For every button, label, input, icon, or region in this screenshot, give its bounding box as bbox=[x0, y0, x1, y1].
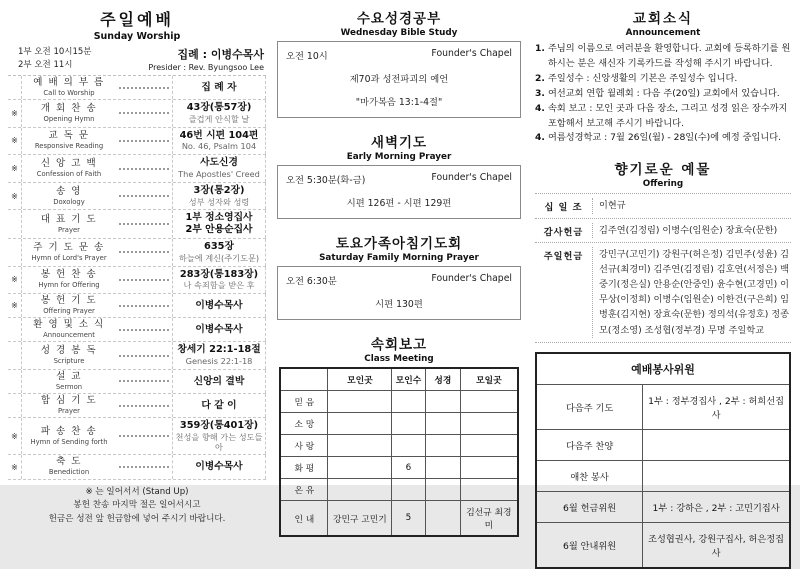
class-meeting-cell: 6 bbox=[392, 457, 425, 479]
announcement-number: 1. bbox=[535, 43, 545, 54]
worship-item-label bbox=[21, 239, 116, 266]
class-meeting-header: 모일곳 bbox=[461, 368, 518, 391]
worship-value-main: 사도신경 bbox=[200, 157, 238, 169]
worship-value-main: 다 같 이 bbox=[201, 399, 237, 411]
worship-item-value bbox=[172, 183, 266, 210]
worship-row bbox=[8, 100, 266, 128]
class-meeting-cell bbox=[425, 435, 461, 457]
announcement-item bbox=[535, 131, 791, 146]
box-content-line: 시편 130편 bbox=[375, 299, 423, 310]
dotted-leader bbox=[116, 155, 172, 182]
worship-notes bbox=[8, 486, 266, 527]
service-time-1: 1부 오전 10시15분 bbox=[18, 47, 92, 57]
class-meeting-cell bbox=[461, 391, 518, 413]
dotted-leader bbox=[116, 294, 172, 317]
meeting-time: 오전 10시 bbox=[286, 51, 328, 62]
worship-value-main: 1부 정소영집사 bbox=[185, 212, 253, 224]
worship-item-value bbox=[172, 455, 266, 478]
class-meeting-cell bbox=[392, 435, 425, 457]
volunteer-person: 1부 : 강하은 , 2부 : 고민기집사 bbox=[643, 491, 790, 522]
announcement-title-ko: 교회소식 bbox=[632, 11, 694, 27]
section-title-en: Early Morning Prayer bbox=[346, 152, 452, 162]
worship-item-label bbox=[21, 210, 116, 238]
volunteer-person: 1부 : 정부경집사 , 2부 : 허희선집사 bbox=[643, 384, 790, 429]
class-meeting-cell bbox=[461, 413, 518, 435]
stand-mark: ※ bbox=[11, 191, 18, 201]
dotted-leader bbox=[116, 418, 172, 454]
class-meeting-cell bbox=[425, 457, 461, 479]
class-name-cell: 화 평 bbox=[280, 457, 327, 479]
meeting-box-header bbox=[286, 172, 512, 186]
volunteer-duty: 애찬 봉사 bbox=[536, 460, 643, 491]
class-name-cell: 온 유 bbox=[280, 479, 327, 501]
leader-line bbox=[119, 329, 169, 331]
class-meeting-cell: 강민구 고민기 bbox=[328, 501, 392, 537]
box-content-line: 시편 126편 - 시편 129편 bbox=[346, 198, 452, 209]
weekly-meetings-column bbox=[270, 0, 528, 531]
offering-row bbox=[535, 194, 791, 218]
service-times bbox=[18, 46, 92, 72]
worship-item-value bbox=[172, 128, 266, 155]
stand-mark: ※ bbox=[11, 431, 18, 441]
worship-note-line: ※ 는 일어서서 (Stand Up) bbox=[85, 486, 189, 497]
section-title-en: Wednesday Bible Study bbox=[340, 28, 458, 38]
volunteer-body bbox=[536, 384, 790, 568]
worship-value-main: 359장(통401장) bbox=[179, 420, 259, 432]
stand-mark: ※ bbox=[11, 462, 18, 472]
order-of-worship-table bbox=[8, 75, 266, 480]
offering-row bbox=[535, 219, 791, 243]
leader-line bbox=[119, 223, 169, 225]
meeting-place: Founder's Chapel bbox=[431, 48, 512, 59]
meeting-box bbox=[277, 41, 521, 118]
class-meeting-row bbox=[280, 479, 517, 501]
class-meeting-cell bbox=[425, 413, 461, 435]
worship-value-sub: 나 속죄함을 받은 후 bbox=[183, 280, 255, 291]
meeting-content bbox=[286, 71, 512, 108]
worship-value-main: 이병수목사 bbox=[195, 323, 243, 335]
leader-line bbox=[119, 112, 169, 114]
worship-row bbox=[8, 342, 266, 370]
service-time-2: 2부 오전 11시 bbox=[18, 59, 73, 70]
worship-item-name-ko: 축 도 bbox=[56, 456, 82, 468]
worship-row bbox=[8, 128, 266, 156]
worship-row bbox=[8, 76, 266, 100]
volunteer-duty: 다음주 찬양 bbox=[536, 429, 643, 460]
announcement-title-en: Announcement bbox=[625, 28, 701, 38]
dotted-leader bbox=[116, 76, 172, 99]
worship-value-sub: 성부 성자와 성령 bbox=[188, 196, 250, 207]
section-class-meeting bbox=[277, 333, 521, 537]
worship-value-sub: 하늘에 계신(주기도문) bbox=[178, 252, 260, 263]
worship-value-main: 집 례 자 bbox=[201, 81, 237, 93]
leader-line bbox=[119, 466, 169, 468]
worship-note-line: 헌금은 성전 앞 헌금함에 넣어 주시기 바랍니다. bbox=[48, 514, 226, 525]
worship-item-name-ko: 합 심 기 도 bbox=[40, 394, 98, 406]
leader-line bbox=[119, 355, 169, 357]
class-meeting-cell bbox=[328, 435, 392, 457]
worship-value-sub: No. 46, Psalm 104 bbox=[181, 141, 257, 152]
leader-line bbox=[119, 405, 169, 407]
class-meeting-cell bbox=[392, 391, 425, 413]
class-meeting-cell bbox=[392, 479, 425, 501]
stand-mark: ※ bbox=[11, 301, 18, 311]
class-meeting-header: 모인수 bbox=[392, 368, 425, 391]
worship-item-name-ko: 송 영 bbox=[56, 185, 82, 197]
worship-value-main: 43장(통57장) bbox=[186, 102, 252, 114]
offering-value: 강민구(고민기) 강원구(허은정) 김민주(성윤) 김선규(최경미) 김주연(김정림) 김호연(서정은) 백중기(정은실) 안용순(안중인) 윤수현(고경민) 이무상(이정희) 이병수(임원순) 이한건(구은희) 임병훈(김지현) 장효숙(문한) 정의석(유정호) 정종모(정소영) 조성협(정부경) 무명 주일학교 bbox=[599, 248, 790, 336]
leader-line bbox=[119, 435, 169, 437]
service-header bbox=[18, 46, 264, 72]
worship-item-value bbox=[172, 267, 266, 294]
leader-line bbox=[119, 195, 169, 197]
volunteer-row bbox=[536, 429, 790, 460]
stand-mark: ※ bbox=[11, 108, 18, 118]
announcement-item bbox=[535, 42, 791, 72]
class-meeting-cell bbox=[461, 435, 518, 457]
leader-line bbox=[119, 87, 169, 89]
worship-item-name-en: Responsive Reading bbox=[34, 142, 104, 151]
dotted-leader bbox=[116, 210, 172, 238]
dotted-leader bbox=[116, 267, 172, 294]
class-meeting-cell bbox=[425, 479, 461, 501]
dotted-leader bbox=[116, 183, 172, 210]
announcement-text: 주일성수 : 신앙생활의 기본은 주일성수 입니다. bbox=[548, 72, 738, 84]
worship-item-name-ko: 대 표 기 도 bbox=[40, 213, 98, 225]
worship-item-name-en: Offering Prayer bbox=[43, 307, 95, 316]
section-title-ko: 새벽기도 bbox=[370, 135, 428, 151]
worship-value-sub: 2부 안용순집사 bbox=[185, 224, 253, 236]
worship-item-name-ko: 환 영 및 소 식 bbox=[33, 319, 105, 331]
class-meeting-header: 모인곳 bbox=[328, 368, 392, 391]
announcement-text: 여선교회 연합 월례회 : 다음 주(20일) 교회에서 있습니다. bbox=[548, 87, 780, 99]
worship-value-sub: Genesis 22:1-18 bbox=[185, 356, 253, 367]
worship-item-name-en: Announcement bbox=[43, 331, 95, 340]
worship-item-name-en: Opening Hymn bbox=[43, 114, 95, 123]
announcement-text: 주님의 이름으로 여러분을 환영합니다. 교회에 등록하기를 원하시는 분은 새신자 기록카드를 작성해 주시기 바랍니다. bbox=[548, 43, 791, 69]
class-meeting-cell bbox=[328, 479, 392, 501]
announcement-number: 4. bbox=[535, 102, 545, 114]
worship-item-name-en: Call to Worship bbox=[43, 88, 95, 97]
dotted-leader bbox=[116, 239, 172, 266]
announcement-item bbox=[535, 87, 791, 102]
worship-item-label bbox=[21, 318, 116, 341]
worship-value-main: 46번 시편 104편 bbox=[179, 129, 259, 141]
class-meeting-cell bbox=[461, 457, 518, 479]
worship-item-value bbox=[172, 318, 266, 341]
offering-value: 이현규 bbox=[599, 200, 626, 212]
announcement-item bbox=[535, 72, 791, 87]
class-meeting-cell bbox=[425, 391, 461, 413]
volunteer-table-title: 예배봉사위원 bbox=[536, 353, 790, 385]
announcement-number: 3. bbox=[535, 87, 545, 99]
worship-row bbox=[8, 418, 266, 455]
leader-line bbox=[119, 251, 169, 253]
announcement-number: 2. bbox=[535, 72, 545, 84]
leader-line bbox=[119, 305, 169, 307]
worship-value-main: 283장(통183장) bbox=[179, 268, 259, 280]
worship-item-name-en: Doxology bbox=[53, 197, 85, 206]
section-title-ko: 토요가족아침기도회 bbox=[335, 236, 463, 252]
announcement-item bbox=[535, 102, 791, 132]
announcements-column bbox=[528, 0, 800, 559]
offering-title-ko: 향기로운 예물 bbox=[614, 162, 712, 179]
volunteer-duty: 다음주 기도 bbox=[536, 384, 643, 429]
leader-line bbox=[119, 380, 169, 382]
worship-item-value bbox=[172, 155, 266, 182]
class-meeting-cell: 김선규 최경미 bbox=[461, 501, 518, 537]
worship-item-value bbox=[172, 76, 266, 99]
stand-mark: ※ bbox=[11, 164, 18, 174]
meeting-time: 오전 6:30분 bbox=[286, 276, 337, 287]
class-meeting-row bbox=[280, 413, 517, 435]
volunteer-row bbox=[536, 491, 790, 522]
worship-item-value bbox=[172, 418, 266, 454]
leader-line bbox=[119, 279, 169, 281]
meeting-content bbox=[286, 296, 512, 310]
dotted-leader bbox=[116, 318, 172, 341]
announcement-text: 여름성경학교 : 7월 26일(월) - 28일(수)에 예정 중입니다. bbox=[548, 132, 782, 144]
worship-item-name-ko: 봉 헌 기 도 bbox=[40, 295, 98, 307]
class-name-cell: 소 망 bbox=[280, 413, 327, 435]
offering-label: 십 일 조 bbox=[535, 198, 593, 213]
meeting-box-header bbox=[286, 273, 512, 287]
volunteer-person bbox=[643, 460, 790, 491]
section-wednesday-bible-study bbox=[277, 7, 521, 118]
class-meeting-cell bbox=[328, 391, 392, 413]
class-meeting-header: 성경 bbox=[425, 368, 461, 391]
announcement-list bbox=[535, 42, 791, 146]
sunday-worship-title-ko: 주일예배 bbox=[100, 10, 174, 29]
section-saturday-family-prayer bbox=[277, 232, 521, 320]
box-content-line: "마가복음 13:1-4절" bbox=[355, 97, 443, 108]
worship-item-label bbox=[21, 455, 116, 478]
worship-value-main: 창세기 22:1-18절 bbox=[177, 344, 261, 356]
section-early-morning-prayer bbox=[277, 131, 521, 219]
offering-value: 김주연(김정림) 이병수(임원순) 장효숙(문한) bbox=[599, 224, 778, 236]
class-meeting-header-row bbox=[280, 368, 517, 391]
class-meeting-cell bbox=[392, 413, 425, 435]
meeting-box bbox=[277, 266, 521, 320]
worship-item-name-en: Hymn of Sending forth bbox=[30, 437, 108, 446]
worship-item-label bbox=[21, 100, 116, 127]
worship-value-sub: The Apostles' Creed bbox=[178, 169, 260, 180]
class-meeting-cell bbox=[461, 479, 518, 501]
worship-item-value bbox=[172, 210, 266, 238]
class-meeting-cell bbox=[328, 413, 392, 435]
class-name-cell: 인 내 bbox=[280, 501, 327, 537]
class-meeting-row bbox=[280, 391, 517, 413]
worship-row bbox=[8, 210, 266, 239]
worship-row bbox=[8, 370, 266, 394]
worship-item-label bbox=[21, 267, 116, 294]
worship-item-value bbox=[172, 100, 266, 127]
stand-mark: ※ bbox=[11, 136, 18, 146]
meeting-box bbox=[277, 165, 521, 219]
section-title-en: Saturday Family Morning Prayer bbox=[319, 253, 479, 263]
offering-label: 주일헌금 bbox=[535, 247, 593, 338]
stand-mark: ※ bbox=[11, 275, 18, 285]
worship-note-line: 봉헌 찬송 마지막 절은 일어서시고 bbox=[73, 500, 201, 511]
dotted-leader bbox=[116, 342, 172, 369]
class-meeting-title-ko: 속회보고 bbox=[370, 337, 428, 353]
worship-row bbox=[8, 155, 266, 183]
volunteer-table bbox=[535, 352, 791, 569]
class-meeting-row bbox=[280, 457, 517, 479]
section-title-ko: 수요성경공부 bbox=[356, 11, 442, 27]
sunday-worship-title-en: Sunday Worship bbox=[93, 31, 181, 42]
worship-item-value bbox=[172, 294, 266, 317]
dotted-leader bbox=[116, 370, 172, 393]
worship-value-main: 635장 bbox=[204, 240, 234, 252]
worship-item-value bbox=[172, 370, 266, 393]
class-meeting-title-en: Class Meeting bbox=[364, 354, 434, 364]
box-content-line: 제70과 성전파괴의 예언 bbox=[349, 74, 449, 85]
worship-item-label bbox=[21, 183, 116, 210]
class-name-cell: 믿 음 bbox=[280, 391, 327, 413]
worship-item-name-ko: 예 배 의 부 름 bbox=[33, 77, 105, 88]
worship-item-value bbox=[172, 239, 266, 266]
worship-value-sub: 즐겁게 안식할 날 bbox=[188, 113, 250, 124]
meeting-place: Founder's Chapel bbox=[431, 273, 512, 284]
worship-item-value bbox=[172, 394, 266, 417]
worship-value-main: 3장(통2장) bbox=[193, 184, 245, 196]
meeting-box-header bbox=[286, 48, 512, 62]
dotted-leader bbox=[116, 455, 172, 478]
worship-item-label bbox=[21, 76, 116, 99]
presider-ko: 집례 : 이병수목사 bbox=[177, 48, 264, 61]
meeting-time: 오전 5:30분(화-금) bbox=[286, 175, 366, 186]
class-meeting-cell bbox=[425, 501, 461, 537]
worship-item-name-en: Scripture bbox=[53, 356, 85, 365]
worship-value-main: 이병수목사 bbox=[195, 299, 243, 311]
worship-item-label bbox=[21, 370, 116, 393]
worship-item-label bbox=[21, 342, 116, 369]
announcement-text: 속회 보고 : 모인 곳과 다음 장소, 그리고 성경 읽은 장수까지 포함해서 보고해 주시기 바랍니다. bbox=[548, 102, 788, 129]
dotted-leader bbox=[116, 128, 172, 155]
worship-row bbox=[8, 183, 266, 211]
worship-row bbox=[8, 318, 266, 342]
worship-row bbox=[8, 294, 266, 318]
volunteer-person bbox=[643, 429, 790, 460]
offering-label: 감사헌금 bbox=[535, 223, 593, 238]
worship-row bbox=[8, 455, 266, 479]
section-announcement bbox=[535, 7, 791, 146]
worship-item-name-ko: 교 독 문 bbox=[48, 130, 90, 142]
class-meeting-body bbox=[280, 391, 517, 537]
offering-title-en: Offering bbox=[642, 179, 684, 190]
leader-line bbox=[119, 140, 169, 142]
volunteer-header-row bbox=[536, 353, 790, 385]
volunteer-duty: 6월 안내위원 bbox=[536, 522, 643, 568]
class-meeting-row bbox=[280, 435, 517, 457]
worship-item-name-en: Benediction bbox=[48, 468, 90, 477]
volunteer-row bbox=[536, 460, 790, 491]
presider-en: Presider : Rev. Byungsoo Lee bbox=[148, 63, 264, 72]
worship-item-name-ko: 개 회 찬 송 bbox=[40, 102, 98, 114]
class-name-cell: 사 랑 bbox=[280, 435, 327, 457]
dotted-leader bbox=[116, 394, 172, 417]
worship-item-name-en: Prayer bbox=[58, 225, 80, 234]
worship-item-label bbox=[21, 394, 116, 417]
worship-item-name-ko: 성 경 봉 독 bbox=[40, 345, 98, 357]
meeting-content bbox=[286, 195, 512, 209]
announcement-number: 4. bbox=[535, 132, 545, 144]
volunteer-person: 조성협권사, 강원구집사, 허은정집사 bbox=[643, 522, 790, 568]
worship-item-label bbox=[21, 294, 116, 317]
class-meeting-header bbox=[280, 368, 327, 391]
dotted-leader bbox=[116, 100, 172, 127]
worship-item-name-en: Confession of Faith bbox=[36, 169, 102, 178]
class-meeting-row bbox=[280, 501, 517, 537]
volunteer-duty: 6월 헌금위원 bbox=[536, 491, 643, 522]
volunteer-row bbox=[536, 522, 790, 568]
offering-table bbox=[535, 193, 791, 342]
volunteer-row bbox=[536, 384, 790, 429]
worship-row bbox=[8, 267, 266, 295]
sunday-worship-column bbox=[0, 0, 270, 525]
worship-row bbox=[8, 239, 266, 267]
worship-item-name-en: Hymn of Lord's Prayer bbox=[31, 253, 107, 262]
worship-item-name-en: Prayer bbox=[58, 406, 80, 415]
class-meeting-table bbox=[279, 367, 518, 537]
worship-item-label bbox=[21, 418, 116, 454]
worship-item-name-ko: 봉 헌 찬 송 bbox=[40, 269, 98, 281]
worship-item-name-en: Sermon bbox=[55, 382, 83, 391]
worship-item-label bbox=[21, 155, 116, 182]
worship-item-name-ko: 신 앙 고 백 bbox=[40, 158, 98, 170]
worship-item-name-ko: 주 기 도 문 송 bbox=[33, 241, 105, 253]
offering-row bbox=[535, 243, 791, 343]
worship-value-main: 신앙의 결박 bbox=[193, 375, 245, 387]
section-offering bbox=[535, 158, 791, 342]
worship-item-label bbox=[21, 128, 116, 155]
worship-item-name-ko: 설 교 bbox=[56, 370, 82, 382]
class-meeting-cell bbox=[328, 457, 392, 479]
class-meeting-cell: 5 bbox=[392, 501, 425, 537]
worship-row bbox=[8, 394, 266, 418]
leader-line bbox=[119, 168, 169, 170]
presider-block bbox=[148, 46, 264, 72]
meeting-place: Founder's Chapel bbox=[431, 172, 512, 183]
worship-value-main: 이병수목사 bbox=[195, 461, 243, 473]
worship-item-value bbox=[172, 342, 266, 369]
worship-item-name-ko: 파 송 찬 송 bbox=[40, 425, 98, 437]
worship-item-name-en: Hymn for Offering bbox=[38, 281, 100, 290]
worship-value-sub: 천성을 향해 가는 성도들아 bbox=[175, 431, 263, 452]
